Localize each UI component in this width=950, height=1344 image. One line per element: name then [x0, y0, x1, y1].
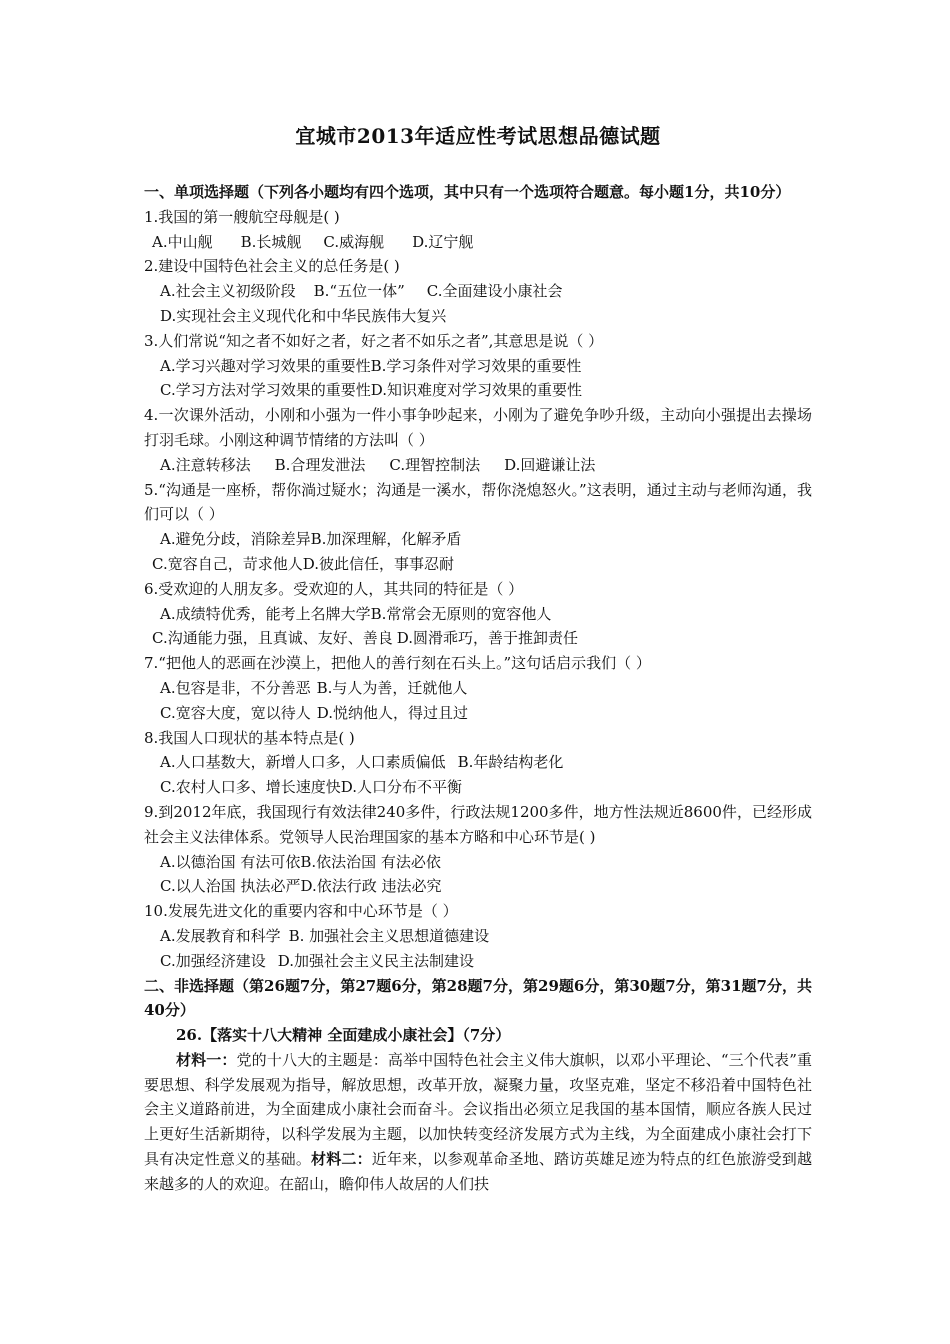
option: C.威海舰 [323, 232, 385, 251]
question-3-options-row1 [144, 354, 812, 379]
option: D.回避谦让法 [504, 455, 596, 474]
option: A.社会主义初级阶段 [160, 282, 296, 301]
option: C.加强经济建设 [160, 951, 266, 970]
option: B.“五位一体” [313, 282, 405, 301]
question-8-options-row1 [144, 750, 812, 775]
option: B.学习条件对学习效果的重要性 [370, 356, 582, 375]
option: C.学习方法对学习效果的重要性 [160, 381, 371, 400]
question-8-options-row2 [144, 775, 812, 800]
option: C.理智控制法 [389, 455, 481, 474]
option: A.包容是非，不分善恶 [160, 678, 311, 697]
question-9-options-row1 [144, 850, 812, 875]
option: C.宽容大度，宽以待人 [160, 703, 311, 722]
option: B.加深理解，化解矛盾 [310, 530, 462, 549]
question-9-options-row2 [144, 874, 812, 899]
option: D.辽宁舰 [412, 232, 474, 251]
option: A.中山舰 [152, 232, 213, 251]
option: B. 加强社会主义思想道德建设 [288, 926, 490, 945]
option: C.全面建设小康社会 [426, 282, 563, 301]
question-8-stem: 8.我国人口现状的基本特点是( ) [144, 728, 355, 747]
option: D.依法行政 违法必究 [300, 877, 442, 896]
option: A.学习兴趣对学习效果的重要性 [160, 356, 371, 375]
question-2-options-row1 [144, 279, 812, 304]
option: C.沟通能力强，且真诚、友好、善良 [152, 629, 393, 648]
question-7-stem: 7.“把他人的恶画在沙漠上，把他人的善行刻在石头上。”这句话启示我们（ ） [144, 654, 651, 673]
option: D.悦纳他人，得过且过 [316, 703, 468, 722]
question-10-options-row2 [144, 949, 812, 974]
option: B.依法治国 有法必依 [300, 852, 441, 871]
option: C.宽容自己，苛求他人 [152, 554, 303, 573]
question-5-options-row2 [144, 552, 812, 577]
question-1-options [144, 230, 812, 255]
material1-label: 材料一： [176, 1050, 237, 1069]
question-7-options-row1 [144, 676, 812, 701]
option: D.圆滑乖巧，善于推卸责任 [396, 629, 578, 648]
option: B.常常会无原则的宽容他人 [370, 604, 552, 623]
question-6-options-row1 [144, 602, 812, 627]
option: D.加强社会主义民主法制建设 [277, 951, 474, 970]
question-9-stem: 9.到2012年底，我国现行有效法律240多件，行政法规1200多件，地方性法规近8600件，已经形成社会主义法律体系。党领导人民治理国家的基本方略和中心环节是( ) [144, 802, 812, 846]
question-6-stem: 6.受欢迎的人朋友多。受欢迎的人，其共同的特征是（ ） [144, 579, 524, 598]
option: B.年龄结构老化 [457, 753, 564, 772]
option: A.人口基数大，新增人口多，人口素质偏低 [160, 753, 446, 772]
option: D.彼此信任，事事忍耐 [302, 554, 454, 573]
option: C.农村人口多、增长速度快 [160, 778, 341, 797]
option: D.知识难度对学习效果的重要性 [370, 381, 582, 400]
option: B.长城舰 [240, 232, 302, 251]
option: A.成绩特优秀，能考上名牌大学 [160, 604, 371, 623]
question-5-options-row1 [144, 527, 812, 552]
question-5-stem: 5.“沟通是一座桥，帮你淌过疑水；沟通是一溪水，帮你浇熄怒火。”这表明，通过主动与老师沟通，我们可以（ ） [144, 480, 812, 524]
question-4-stem: 4.一次课外活动，小刚和小强为一件小事争吵起来，小刚为了避免争吵升级，主动向小强提出去操场打羽毛球。小刚这种调节情绪的方法叫（ ） [144, 406, 812, 449]
option: D.人口分布不平衡 [340, 778, 462, 797]
question-3-stem: 3.人们常说“知之者不如好之者，好之者不如乐之者”,其意思是说（ ） [144, 331, 604, 350]
option: A.注意转移法 [160, 455, 251, 474]
page-title: 宜城市2013年适应性考试思想品德试题 [295, 124, 661, 148]
question-2-options-row2 [144, 304, 812, 329]
question-26-materials [144, 1048, 812, 1197]
question-26-title: 26.【落实十八大精神 全面建成小康社会】（7分） [176, 1026, 511, 1045]
option: B.合理发泄法 [274, 455, 366, 474]
option: A.发展教育和科学 [160, 926, 281, 945]
question-2-stem: 2.建设中国特色社会主义的总任务是( ) [144, 257, 400, 276]
question-7-options-row2 [144, 701, 812, 726]
option: B.与人为善，迁就他人 [316, 678, 468, 697]
question-3-options-row2 [144, 378, 812, 403]
question-10-stem: 10.发展先进文化的重要内容和中心环节是（ ） [144, 902, 458, 921]
option: A.以德治国 有法可依 [160, 852, 301, 871]
question-4-options [144, 453, 812, 478]
question-10-options-row1 [144, 924, 812, 949]
question-1-stem: 1.我国的第一艘航空母舰是( ) [144, 207, 340, 226]
option: D.实现社会主义现代化和中华民族伟大复兴 [160, 306, 447, 325]
option: C.以人治国 执法必严 [160, 877, 301, 896]
exam-page [144, 120, 812, 1197]
material1-text: 党的十八大的主题是：高举中国特色社会主义伟大旗帜，以邓小平理论、“三个代表”重要思想、科学发展观为指导，解放思想，改革开放，凝聚力量，攻坚克难，坚定不移沿着中国特色社会主义道路前进，为全面建成小康社会而奋斗。会议指出必须立足我国的基本国情，顺应各族人民过上更好生活新期待，以科学发展为主题，以加快转变经济发展方式为主线，为全面建成小康社会打下具有决定性意义的基础。 [144, 1050, 812, 1169]
section2-heading: 二、非选择题（第26题7分，第27题6分，第28题7分，第29题6分，第30题7分，第31题7分，共40分） [144, 976, 812, 1020]
section1-heading: 一、单项选择题（下列各小题均有四个选项，其中只有一个选项符合题意。每小题1分，共10分） [144, 183, 791, 201]
material2-text: 近年来，以参观革命圣地、踏访英雄足迹为特点的红色旅游受到越来越多的人的欢迎。在韶山，瞻仰伟人故居的人们扶 [144, 1150, 812, 1193]
material2-label: 材料二： [311, 1150, 372, 1169]
option: A.避免分歧，消除差异 [160, 530, 311, 549]
question-6-options-row2 [144, 626, 812, 651]
